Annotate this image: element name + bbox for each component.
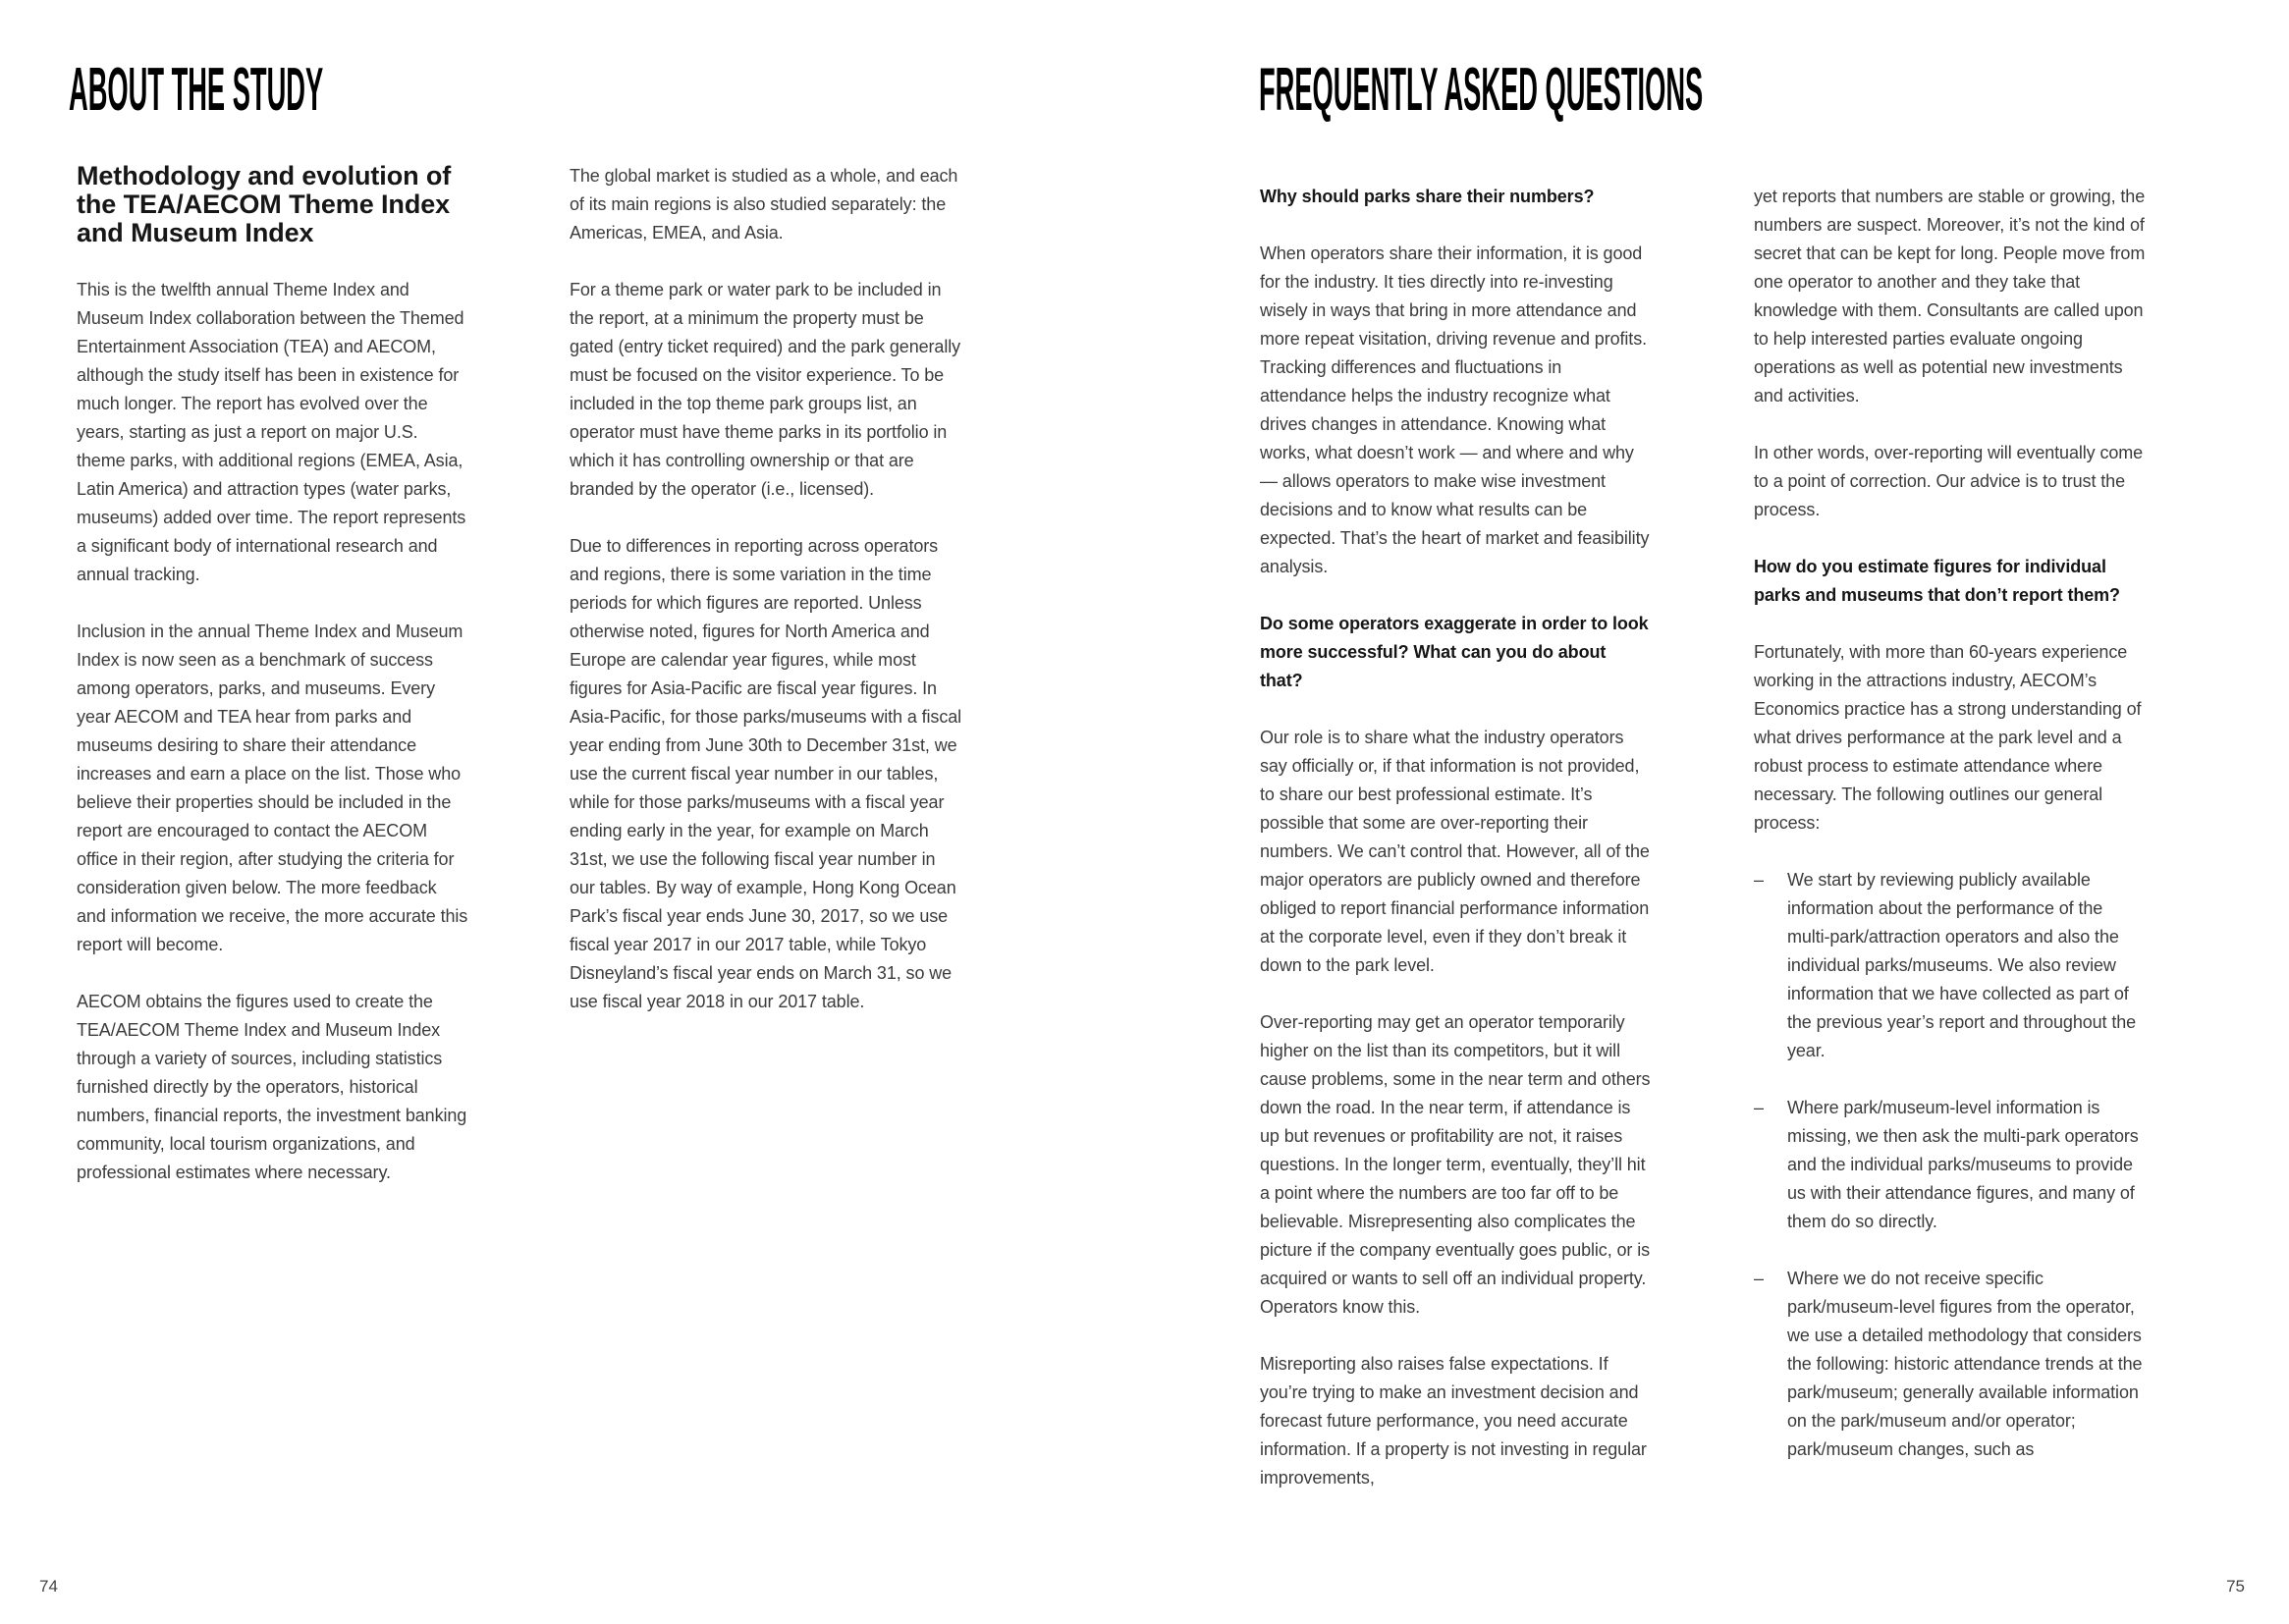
paragraph: For a theme park or water park to be included in the report, at a minimum the property must be gated (entry ticket required) and the park generally must be focused on the visitor experience. To be included in the top theme park groups list, an operator must have theme parks in its portfolio in which it has controlling ownership or that are branded by the operator (i.e., licensed).	[570, 280, 961, 499]
right-page-column-2	[1754, 183, 2147, 1492]
faq-answer-paragraph: Our role is to share what the industry operators say officially or, if that information is not provided, to share our best professional estimate. It’s possible that some are over-reporting their numbers. We can’t control that. However, all of the major operators are publicly owned and therefore obliged to report financial performance information at the corporate level, even if they don’t break it down to the park level.	[1260, 728, 1650, 975]
faq-question: How do you estimate figures for individual parks and museums that don’t report them?	[1754, 557, 2120, 605]
paragraph: This is the twelfth annual Theme Index and Museum Index collaboration between the Themed Entertainment Association (TEA) and AECOM, although the study itself has been in existence for much longer. The report has evolved over the years, starting as just a report on major U.S. theme parks, with additional regions (EMEA, Asia, Latin America) and attraction types (water parks, museums) added over time. The report represents a significant body of international research and annual tracking.	[77, 280, 466, 584]
bullet-marker: –	[1754, 870, 1764, 890]
faq-answer-paragraph: Over-reporting may get an operator temporarily higher on the list than its competitors, but it will cause problems, some in the near term and others down the road. In the near term, if attendance is up but revenues or profitability are not, it raises questions. In the longer term, eventually, they’ll hit a point where the numbers are too far off to be believable. Misrepresenting also complicates the picture if the company eventually goes public, or is acquired or wants to sell off an individual property. Operators know this.	[1260, 1012, 1651, 1317]
faq-answer-paragraph: In other words, over-reporting will eventually come to a point of correction. Our advice is to trust the process.	[1754, 443, 2144, 519]
bullet-item	[1754, 866, 2147, 1065]
bullet-text: Where park/museum-level information is missing, we then ask the multi-park operators and the individual parks/museums to provide us with their attendance figures, and many of them do so directly.	[1787, 1098, 2139, 1231]
faq-answer-paragraph: Fortunately, with more than 60-years experience working in the attractions industry, AECOM’s Economics practice has a strong understanding of what drives performance at the park level and a robust process to estimate attendance where necessary. The following outlines our general process:	[1754, 642, 2142, 833]
paragraph: Due to differences in reporting across operators and regions, there is some variation in the time periods for which figures are reported. Unless otherwise noted, figures for North America and Europe are calendar year figures, while most figures for Asia-Pacific are fiscal year figures. In Asia-Pacific, for those parks/museums with a fiscal year ending from June 30th to December 31st, we use the current fiscal year number in our tables, while for those parks/museums with a fiscal year ending early in the year, for example on March 31st, we use the following fiscal year number in our tables. By way of example, Hong Kong Ocean Park’s fiscal year ends June 30, 2017, so we use fiscal year 2017 in our 2017 table, while Tokyo Disneyland’s fiscal year ends on March 31, so we use fiscal year 2018 in our 2017 table.	[570, 536, 962, 1011]
faq-answer-paragraph: yet reports that numbers are stable or growing, the numbers are suspect. Moreover, it’s not the kind of secret that can be kept for long. People move from one operator to another and they take that knowledge with them. Consultants are called upon to help interested parties evaluate ongoing operations as well as potential new investments and activities.	[1754, 187, 2146, 406]
left-page-column-1	[77, 162, 469, 1216]
faq-question: Do some operators exaggerate in order to look more successful? What can you do about that?	[1260, 614, 1649, 690]
bullet-item	[1754, 1094, 2147, 1236]
page-number-left: 74	[39, 1577, 58, 1596]
bullet-item	[1754, 1265, 2147, 1464]
right-page-column-1	[1260, 183, 1653, 1521]
methodology-subhead: Methodology and evolution of the TEA/AECOM Theme Index and Museum Index	[77, 161, 452, 247]
faq-answer-paragraph: When operators share their information, it is good for the industry. It ties directly into re-investing wisely in ways that bring in more attendance and more repeat visitation, driving revenue and profits. Tracking differences and fluctuations in attendance helps the industry recognize what drives changes in attendance. Knowing what works, what doesn’t work — and where and why — allows operators to make wise investment decisions and to know what results can be expected. That’s the heart of market and feasibility analysis.	[1260, 244, 1650, 576]
left-page-column-2	[570, 162, 962, 1045]
page-title-about-the-study: ABOUT THE STUDY	[69, 56, 324, 124]
bullet-marker: –	[1754, 1269, 1764, 1288]
paragraph: Inclusion in the annual Theme Index and Museum Index is now seen as a benchmark of success among operators, parks, and museums. Every year AECOM and TEA hear from parks and museums desiring to share their attendance increases and earn a place on the list. Those who believe their properties should be included in the report are encouraged to contact the AECOM office in their region, after studying the criteria for consideration given below. The more feedback and information we receive, the more accurate this report will become.	[77, 622, 468, 954]
bullet-marker: –	[1754, 1098, 1764, 1117]
bullet-text: We start by reviewing publicly available information about the performance of the multi-park/attraction operators and also the individual parks/museums. We also review information that we have collected as part of the previous year’s report and throughout the year.	[1787, 870, 2137, 1060]
page-number-right: 75	[2226, 1577, 2245, 1596]
faq-question: Why should parks share their numbers?	[1260, 187, 1595, 206]
page-title-frequently-asked-questions: FREQUENTLY ASKED QUESTIONS	[1259, 56, 1704, 124]
faq-answer-paragraph: Misreporting also raises false expectations. If you’re trying to make an investment decision and forecast future performance, you need accurate information. If a property is not investing in regular improvements,	[1260, 1354, 1647, 1488]
paragraph: The global market is studied as a whole, and each of its main regions is also studied separately: the Americas, EMEA, and Asia.	[570, 166, 958, 243]
paragraph: AECOM obtains the figures used to create the TEA/AECOM Theme Index and Museum Index through a variety of sources, including statistics furnished directly by the operators, historical numbers, financial reports, the investment banking community, local tourism organizations, and professional estimates where necessary.	[77, 992, 467, 1182]
bullet-text: Where we do not receive specific park/museum-level figures from the operator, we use a detailed methodology that considers the following: historic attendance trends at the park/museum; generally available information on the park/museum and/or operator; park/museum changes, such as	[1787, 1269, 2143, 1459]
